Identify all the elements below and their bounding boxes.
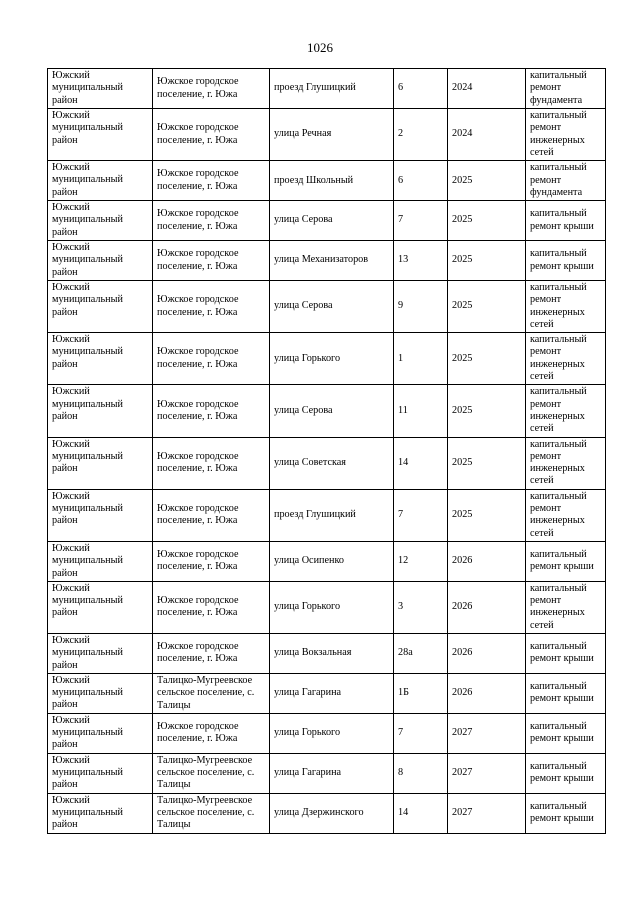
work-type-cell: капитальный ремонт крыши	[526, 793, 606, 833]
settlement-cell: Южское городское поселение, г. Южа	[153, 69, 270, 109]
table-row	[48, 673, 606, 713]
street-cell: улица Горького	[270, 333, 394, 385]
work-type-cell: капитальный ремонт фундамента	[526, 69, 606, 109]
settlement-cell: Южское городское поселение, г. Южа	[153, 385, 270, 437]
house-number-cell: 9	[394, 280, 448, 332]
settlement-cell: Южское городское поселение, г. Южа	[153, 489, 270, 541]
street-cell: улица Механизаторов	[270, 241, 394, 281]
district-cell: Южский муниципальный район	[48, 241, 153, 281]
house-number-cell: 7	[394, 713, 448, 753]
year-cell: 2026	[448, 673, 526, 713]
street-cell: улица Осипенко	[270, 541, 394, 581]
settlement-cell: Талицко-Мугреевское сельское поселение, с. Талицы	[153, 673, 270, 713]
table-row	[48, 280, 606, 332]
street-cell: улица Гагарина	[270, 673, 394, 713]
settlement-cell: Южское городское поселение, г. Южа	[153, 201, 270, 241]
year-cell: 2025	[448, 241, 526, 281]
work-type-cell: капитальный ремонт инженерных сетей	[526, 385, 606, 437]
table-row	[48, 581, 606, 633]
table-row	[48, 713, 606, 753]
street-cell: улица Гагарина	[270, 753, 394, 793]
district-cell: Южский муниципальный район	[48, 437, 153, 489]
street-cell: улица Советская	[270, 437, 394, 489]
street-cell: улица Серова	[270, 280, 394, 332]
district-cell: Южский муниципальный район	[48, 753, 153, 793]
street-cell: улица Речная	[270, 109, 394, 161]
settlement-cell: Южское городское поселение, г. Южа	[153, 161, 270, 201]
district-cell: Южский муниципальный район	[48, 280, 153, 332]
page-number: 1026	[307, 40, 333, 55]
district-cell: Южский муниципальный район	[48, 161, 153, 201]
year-cell: 2026	[448, 633, 526, 673]
street-cell: улица Горького	[270, 713, 394, 753]
settlement-cell: Южское городское поселение, г. Южа	[153, 633, 270, 673]
street-cell: улица Серова	[270, 385, 394, 437]
house-number-cell: 11	[394, 385, 448, 437]
settlement-cell: Южское городское поселение, г. Южа	[153, 541, 270, 581]
district-cell: Южский муниципальный район	[48, 633, 153, 673]
district-cell: Южский муниципальный район	[48, 581, 153, 633]
settlement-cell: Южское городское поселение, г. Южа	[153, 437, 270, 489]
table-row	[48, 793, 606, 833]
table-row	[48, 437, 606, 489]
work-type-cell: капитальный ремонт крыши	[526, 713, 606, 753]
work-type-cell: капитальный ремонт инженерных сетей	[526, 581, 606, 633]
settlement-cell: Южское городское поселение, г. Южа	[153, 280, 270, 332]
year-cell: 2027	[448, 753, 526, 793]
house-number-cell: 14	[394, 437, 448, 489]
table-row	[48, 333, 606, 385]
street-cell: проезд Глушицкий	[270, 489, 394, 541]
house-number-cell: 7	[394, 201, 448, 241]
year-cell: 2024	[448, 69, 526, 109]
house-number-cell: 28а	[394, 633, 448, 673]
street-cell: проезд Глушицкий	[270, 69, 394, 109]
work-type-cell: капитальный ремонт фундамента	[526, 161, 606, 201]
work-type-cell: капитальный ремонт крыши	[526, 201, 606, 241]
house-number-cell: 1	[394, 333, 448, 385]
table-row	[48, 69, 606, 109]
street-cell: улица Дзержинского	[270, 793, 394, 833]
street-cell: улица Серова	[270, 201, 394, 241]
work-type-cell: капитальный ремонт инженерных сетей	[526, 333, 606, 385]
street-cell: проезд Школьный	[270, 161, 394, 201]
year-cell: 2025	[448, 201, 526, 241]
table-row	[48, 489, 606, 541]
district-cell: Южский муниципальный район	[48, 69, 153, 109]
table-row	[48, 241, 606, 281]
district-cell: Южский муниципальный район	[48, 541, 153, 581]
district-cell: Южский муниципальный район	[48, 713, 153, 753]
district-cell: Южский муниципальный район	[48, 489, 153, 541]
street-cell: улица Горького	[270, 581, 394, 633]
year-cell: 2027	[448, 793, 526, 833]
district-cell: Южский муниципальный район	[48, 673, 153, 713]
work-type-cell: капитальный ремонт крыши	[526, 753, 606, 793]
table-body	[48, 69, 606, 834]
repair-schedule-table	[47, 68, 606, 834]
settlement-cell: Талицко-Мугреевское сельское поселение, с. Талицы	[153, 753, 270, 793]
table-row	[48, 753, 606, 793]
work-type-cell: капитальный ремонт крыши	[526, 673, 606, 713]
table-row	[48, 161, 606, 201]
year-cell: 2025	[448, 385, 526, 437]
settlement-cell: Талицко-Мугреевское сельское поселение, с. Талицы	[153, 793, 270, 833]
year-cell: 2025	[448, 437, 526, 489]
work-type-cell: капитальный ремонт крыши	[526, 241, 606, 281]
year-cell: 2024	[448, 109, 526, 161]
settlement-cell: Южское городское поселение, г. Южа	[153, 713, 270, 753]
house-number-cell: 2	[394, 109, 448, 161]
table-row	[48, 109, 606, 161]
settlement-cell: Южское городское поселение, г. Южа	[153, 241, 270, 281]
work-type-cell: капитальный ремонт крыши	[526, 541, 606, 581]
work-type-cell: капитальный ремонт инженерных сетей	[526, 109, 606, 161]
street-cell: улица Вокзальная	[270, 633, 394, 673]
district-cell: Южский муниципальный район	[48, 201, 153, 241]
house-number-cell: 13	[394, 241, 448, 281]
year-cell: 2025	[448, 280, 526, 332]
house-number-cell: 6	[394, 69, 448, 109]
house-number-cell: 8	[394, 753, 448, 793]
year-cell: 2025	[448, 489, 526, 541]
table-row	[48, 385, 606, 437]
table-row	[48, 201, 606, 241]
house-number-cell: 3	[394, 581, 448, 633]
table-row	[48, 541, 606, 581]
year-cell: 2025	[448, 333, 526, 385]
district-cell: Южский муниципальный район	[48, 793, 153, 833]
house-number-cell: 6	[394, 161, 448, 201]
year-cell: 2026	[448, 541, 526, 581]
house-number-cell: 7	[394, 489, 448, 541]
work-type-cell: капитальный ремонт инженерных сетей	[526, 437, 606, 489]
district-cell: Южский муниципальный район	[48, 109, 153, 161]
work-type-cell: капитальный ремонт инженерных сетей	[526, 280, 606, 332]
house-number-cell: 14	[394, 793, 448, 833]
district-cell: Южский муниципальный район	[48, 333, 153, 385]
house-number-cell: 1Б	[394, 673, 448, 713]
district-cell: Южский муниципальный район	[48, 385, 153, 437]
year-cell: 2026	[448, 581, 526, 633]
work-type-cell: капитальный ремонт крыши	[526, 633, 606, 673]
year-cell: 2025	[448, 161, 526, 201]
table-row	[48, 633, 606, 673]
house-number-cell: 12	[394, 541, 448, 581]
settlement-cell: Южское городское поселение, г. Южа	[153, 109, 270, 161]
year-cell: 2027	[448, 713, 526, 753]
work-type-cell: капитальный ремонт инженерных сетей	[526, 489, 606, 541]
settlement-cell: Южское городское поселение, г. Южа	[153, 333, 270, 385]
settlement-cell: Южское городское поселение, г. Южа	[153, 581, 270, 633]
